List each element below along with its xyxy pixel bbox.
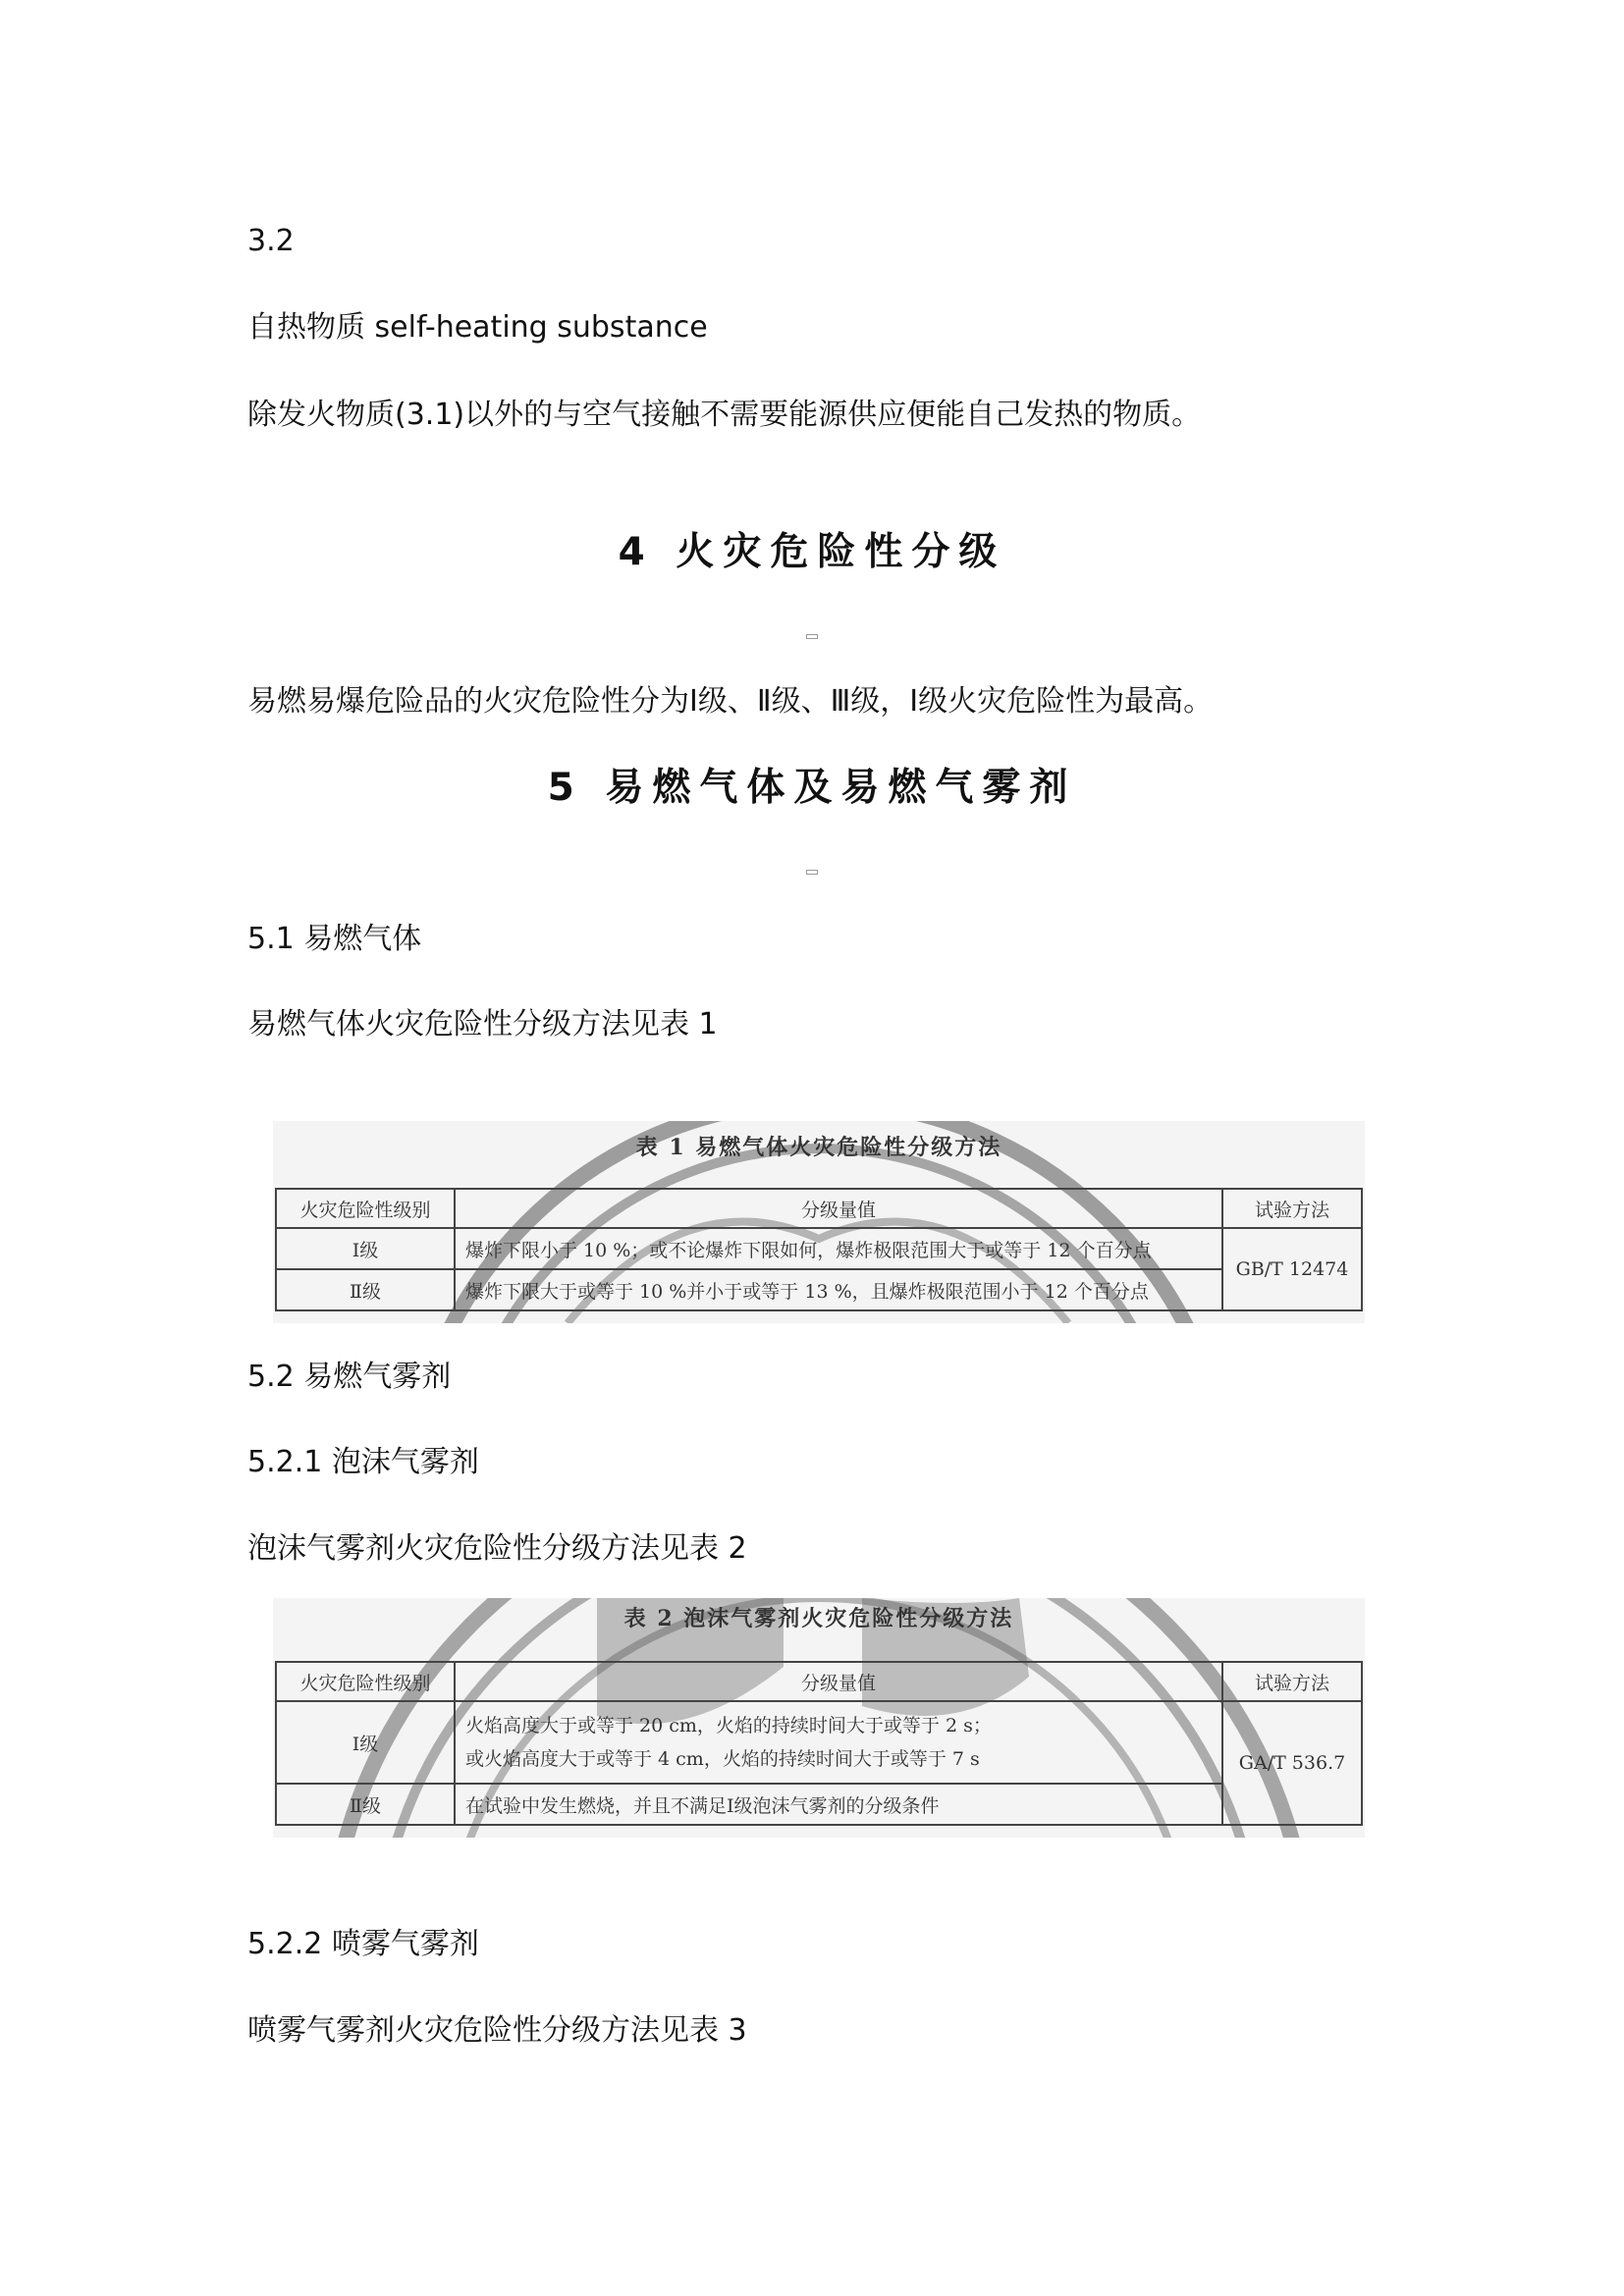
section-5-2-2-intro: 喷雾气雾剂火灾危险性分级方法见表 3 [247,2013,747,2048]
table-1-method: GB/T 12474 [1222,1228,1362,1310]
table-1-scan [273,1121,1365,1323]
table-1-header-level: 火灾危险性级别 [276,1189,455,1228]
table-1-row-2-level: Ⅱ级 [276,1269,455,1310]
section-5-heading: 5 易燃气体及易燃气雾剂 [547,766,1077,810]
section-4-divider-marker [806,634,818,639]
table-2-header-level: 火灾危险性级别 [276,1662,455,1701]
table-2-row-1-level: Ⅰ级 [276,1701,455,1784]
table-1-row-1-criteria: 爆炸下限小于 10 %；或不论爆炸下限如何，爆炸极限范围大于或等于 12 个百分点 [455,1228,1222,1269]
table-2-title: 表 2 泡沫气雾剂火灾危险性分级方法 [623,1606,1014,1631]
table-row [276,1228,1362,1269]
table-2-row-1-criteria-line-1: 火焰高度大于或等于 20 cm，火焰的持续时间大于或等于 2 s； [465,1715,992,1736]
section-4-body: 易燃易爆危险品的火灾危险性分为Ⅰ级、Ⅱ级、Ⅲ级，Ⅰ级火灾危险性为最高。 [247,684,1214,719]
section-5-1-title: 5.1 易燃气体 [247,922,422,956]
table-2-row-2-criteria: 在试验中发生燃烧，并且不满足Ⅰ级泡沫气雾剂的分级条件 [455,1784,1222,1825]
table-2-row-2-level: Ⅱ级 [276,1784,455,1825]
section-3-2-term: 自热物质 self-heating substance [247,310,708,345]
section-4-heading: 4 火灾危险性分级 [618,530,1006,574]
table-2-header-method: 试验方法 [1222,1662,1362,1701]
table-2-row-1-criteria-line-2: 或火焰高度大于或等于 4 cm，火焰的持续时间大于或等于 7 s [465,1748,980,1770]
table-1-row-1-level: Ⅰ级 [276,1228,455,1269]
table-2-header-criteria: 分级量值 [455,1662,1222,1701]
table-row [276,1269,1362,1310]
table-2-row-1-criteria [455,1701,1222,1784]
section-3-2-number: 3.2 [247,224,295,258]
section-5-2-1-intro: 泡沫气雾剂火灾危险性分级方法见表 2 [247,1531,747,1566]
table-1 [275,1188,1363,1311]
table-row [276,1701,1362,1784]
table-1-title: 表 1 易燃气体火灾危险性分级方法 [635,1135,1002,1160]
table-2 [275,1661,1363,1826]
section-3-2-definition: 除发火物质(3.1)以外的与空气接触不需要能源供应便能自己发热的物质。 [247,398,1202,432]
table-1-row-2-criteria: 爆炸下限大于或等于 10 %并小于或等于 13 %，且爆炸极限范围小于 12 个百分点 [455,1269,1222,1310]
section-5-2-2-title: 5.2.2 喷雾气雾剂 [247,1927,479,1961]
section-5-divider-marker [806,870,818,875]
section-5-2-1-title: 5.2.1 泡沫气雾剂 [247,1445,479,1479]
section-5-1-intro: 易燃气体火灾危险性分级方法见表 1 [247,1007,718,1041]
table-row [276,1784,1362,1825]
table-2-method: GA/T 536.7 [1222,1701,1362,1825]
section-5-2-title: 5.2 易燃气雾剂 [247,1360,452,1394]
table-1-header-method: 试验方法 [1222,1189,1362,1228]
table-2-scan [273,1598,1365,1838]
table-1-header-criteria: 分级量值 [455,1189,1222,1228]
